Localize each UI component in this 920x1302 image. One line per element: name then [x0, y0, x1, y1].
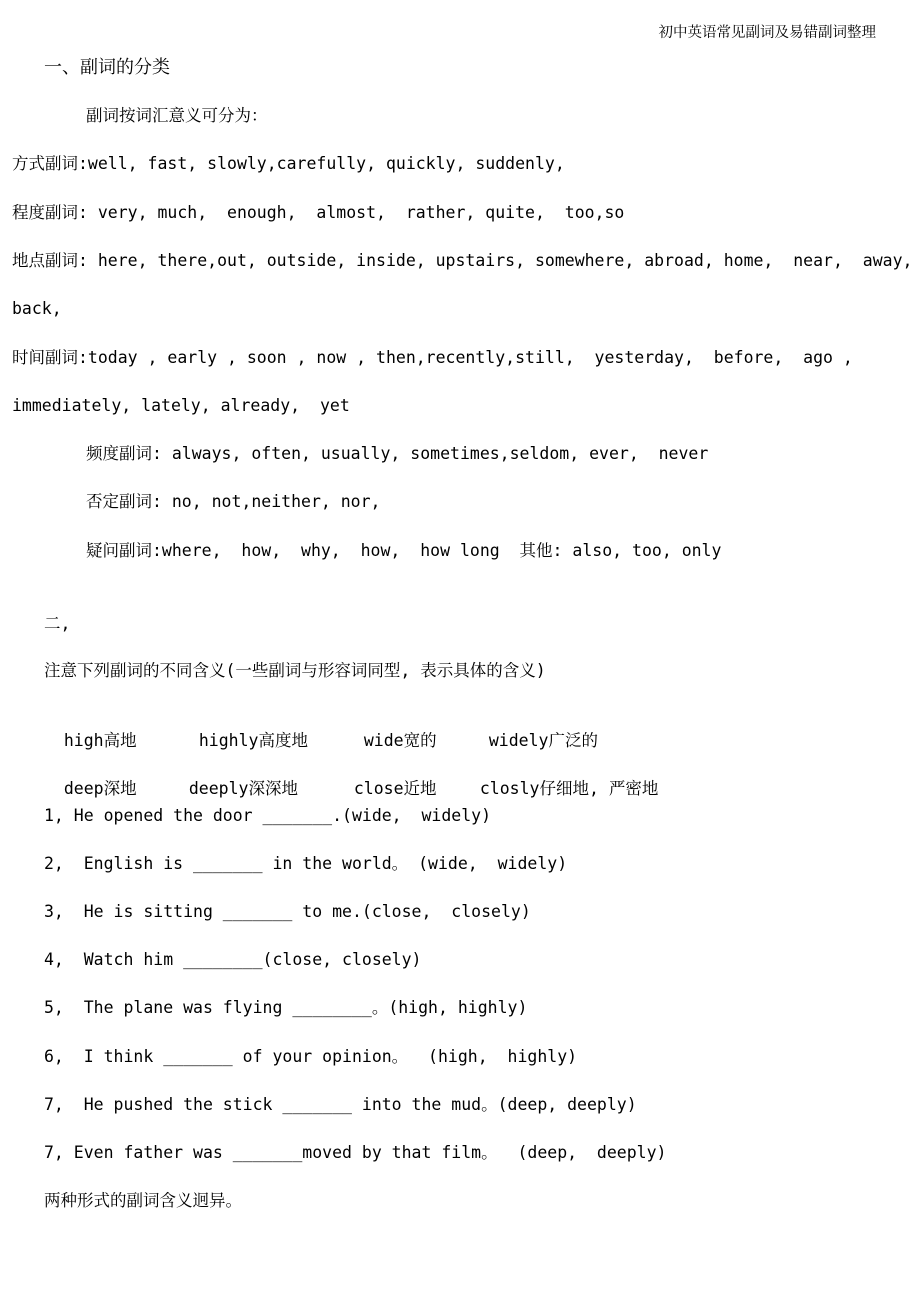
- section-2-note: 注意下列副词的不同含义(一些副词与形容词同型, 表示具体的含义): [44, 661, 546, 680]
- exercise-item: 6, I think _______ of your opinion。 (high, highly): [44, 1047, 578, 1066]
- degree-adverbs-line: 程度副词: very, much, enough, almost, rather, quite, too,so: [12, 203, 625, 222]
- exercise-item: 7, Even father was _______moved by that film。 (deep, deeply): [44, 1143, 667, 1162]
- exercise-item: 3, He is sitting _______ to me.(close, closely): [44, 902, 531, 921]
- time-adverbs-continuation: immediately, lately, already, yet: [12, 396, 350, 415]
- word-pair: high高地: [63, 731, 137, 750]
- exercise-item: 5, The plane was flying ________。(high, highly): [44, 998, 528, 1017]
- word-pair: deep深地: [63, 779, 137, 798]
- section-1-heading: 一、副词的分类: [44, 57, 170, 78]
- section-2-heading: 二,: [44, 614, 71, 633]
- negation-adverbs-line: 否定副词: no, not,neither, nor,: [86, 492, 381, 511]
- place-adverbs-continuation: back,: [12, 299, 62, 318]
- word-pairs-row-2: [44, 756, 658, 800]
- exercise-item: 7, He pushed the stick _______ into the mud。(deep, deeply): [44, 1095, 637, 1114]
- frequency-adverbs-line: 频度副词: always, often, usually, sometimes,seldom, ever, never: [86, 444, 709, 463]
- exercise-item: 2, English is _______ in the world。 (wide, widely): [44, 854, 568, 873]
- word-pair: closly仔细地, 严密地: [479, 779, 659, 798]
- word-pair: highly高度地: [198, 731, 308, 750]
- word-pair: deeply深深地: [188, 779, 298, 798]
- section-2-conclusion: 两种形式的副词含义迥异。: [44, 1191, 242, 1210]
- exercise-item: 1, He opened the door _______.(wide, widely): [44, 806, 492, 825]
- running-header: 初中英语常见副词及易错副词整理: [658, 25, 876, 41]
- word-pair: close近地: [353, 779, 437, 798]
- interrogative-adverbs-line: 疑问副词:where, how, why, how, how long 其他: also, too, only: [86, 541, 722, 560]
- place-adverbs-line: 地点副词: here, there,out, outside, inside, upstairs, somewhere, abroad, home, near, away,: [12, 251, 913, 270]
- time-adverbs-line: 时间副词:today , early , soon , now , then,recently,still, yesterday, before, ago ,: [12, 348, 853, 367]
- word-pair: wide宽的: [363, 731, 437, 750]
- word-pairs-row-1: [44, 708, 598, 752]
- word-pair: widely广泛的: [488, 731, 598, 750]
- exercise-item: 4, Watch him ________(close, closely): [44, 950, 422, 969]
- manner-adverbs-line: 方式副词:well, fast, slowly,carefully, quickly, suddenly,: [12, 154, 565, 173]
- section-1-intro: 副词按词汇意义可分为：: [86, 106, 268, 125]
